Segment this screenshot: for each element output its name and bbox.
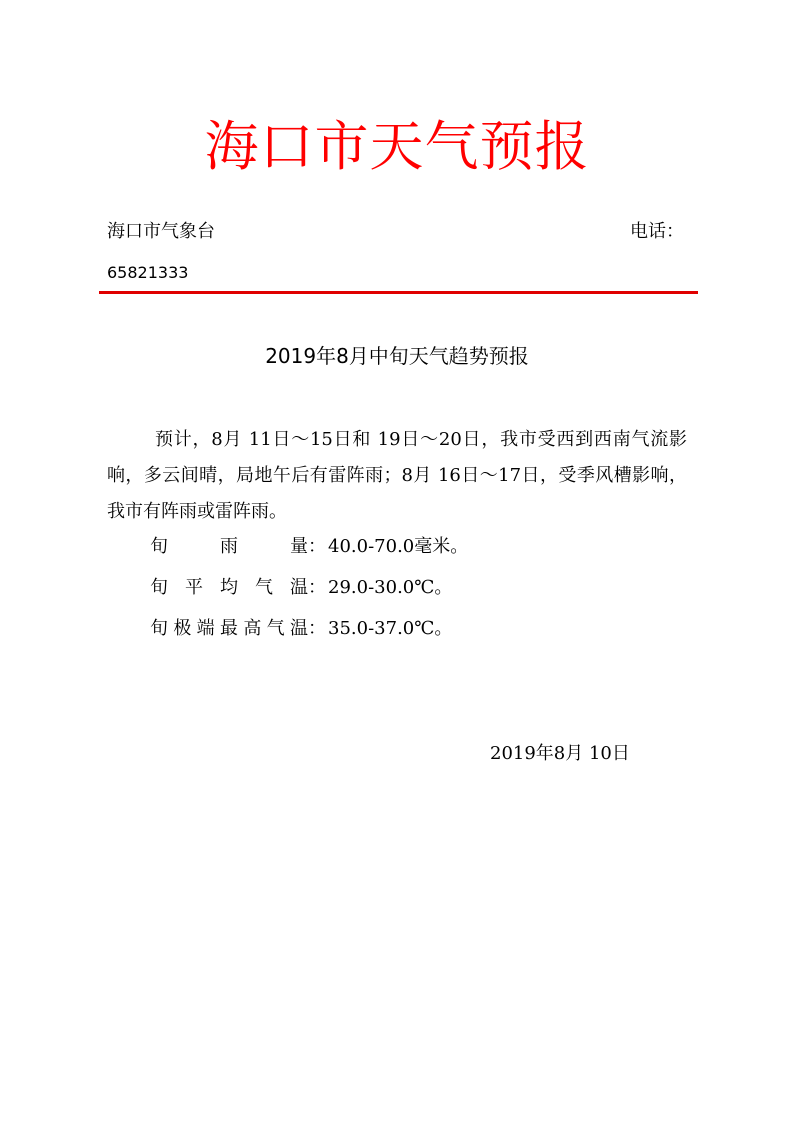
stat-colon: ： bbox=[308, 577, 326, 598]
stat-value-max-temp: 35.0-37.0℃。 bbox=[328, 618, 453, 639]
stat-label-avg-temp: 旬平均气温 bbox=[150, 577, 308, 598]
stat-row-max-temp bbox=[150, 614, 452, 644]
stat-colon: ： bbox=[308, 618, 326, 639]
stat-row-rainfall bbox=[150, 532, 468, 562]
forecast-paragraph: 预计，8月 11日～15日和 19日～20日，我市受西到西南气流影响，多云间晴，局地午后有雷阵雨；8月 16日～17日，受季风槽影响，我市有阵雨或雷阵雨。 bbox=[107, 429, 687, 522]
stat-row-avg-temp bbox=[150, 573, 452, 603]
stat-value-avg-temp: 29.0-30.0℃。 bbox=[328, 577, 453, 598]
phone-number: 65821333 bbox=[107, 263, 189, 282]
issuer-name: 海口市气象台 bbox=[107, 221, 215, 242]
document-title: 2019年8月中旬天气趋势预报 bbox=[265, 344, 529, 368]
red-divider bbox=[99, 291, 698, 294]
stat-value-rainfall: 40.0-70.0毫米。 bbox=[328, 536, 469, 557]
stat-label-rainfall: 旬雨量 bbox=[150, 536, 308, 557]
stat-label-max-temp: 旬极端最高气温 bbox=[150, 618, 308, 639]
document-date: 2019年8月 10日 bbox=[490, 743, 630, 764]
masthead-title: 海口市天气预报 bbox=[204, 115, 590, 178]
phone-label: 电话： bbox=[630, 221, 684, 242]
stat-colon: ： bbox=[308, 536, 326, 557]
